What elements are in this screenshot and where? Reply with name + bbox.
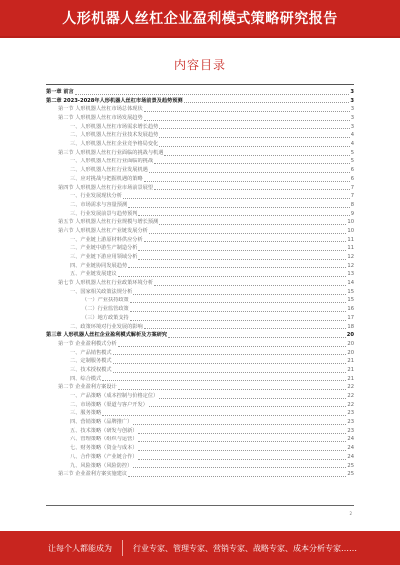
toc-entry-label: 第三章 人形机器人丝杠企业盈利模式解析及方案研究 <box>46 332 168 339</box>
toc-entry[interactable] <box>46 383 354 392</box>
toc-leader-dots <box>138 440 346 442</box>
toc-entry-label: 第二节 企业盈利方案设计 <box>58 384 117 391</box>
toc-entry[interactable] <box>46 462 354 471</box>
toc-leader-dots <box>159 397 346 399</box>
toc-leader-dots <box>128 266 346 268</box>
toc-entry-label: 四、综合模式 <box>70 375 102 382</box>
toc-entry-label: 二、产业链中游生产制造分析 <box>70 245 138 252</box>
toc-entry-label: 四、营销策略（品牌推广） <box>70 419 133 426</box>
toc-entry-page: 22 <box>347 401 354 408</box>
footer-slogan-right: 行业专家、管理专家、营销专家、战略专家、成本分析专家…… <box>133 543 357 553</box>
toc-entry-label: 八、合作策略（产业链合作） <box>70 453 138 460</box>
toc-entry-page: 6 <box>350 175 354 182</box>
toc-entry[interactable] <box>46 262 354 271</box>
toc-entry-page: 21 <box>347 375 354 382</box>
toc-entry-page: 22 <box>347 384 354 391</box>
toc-entry[interactable] <box>46 340 354 349</box>
toc-entry-page: 16 <box>347 306 354 313</box>
toc-leader-dots <box>102 379 346 381</box>
toc-bottom-rule <box>46 505 354 506</box>
toc-entry[interactable] <box>46 140 354 149</box>
toc-leader-dots <box>102 414 346 416</box>
toc-entry[interactable] <box>46 123 354 132</box>
toc-entry-page: 20 <box>347 340 354 347</box>
toc-entry-page: 15 <box>347 288 354 295</box>
toc-leader-dots <box>130 310 347 312</box>
toc-entry[interactable] <box>46 288 354 297</box>
toc-leader-dots <box>159 145 349 147</box>
toc-entry-label: 三、应对挑战与把握机遇的策略 <box>70 175 143 182</box>
report-title: 人形机器人丝杠企业盈利模式策略研究报告 <box>62 11 338 27</box>
toc-entry-page: 13 <box>347 271 354 278</box>
toc-entry[interactable] <box>46 88 354 97</box>
toc-entry-page: 5 <box>350 149 354 156</box>
toc-leader-dots <box>118 345 347 347</box>
toc-entry-label: 一、人形机器人丝杠行业面临的挑战 <box>70 158 154 165</box>
toc-entry-label: 第一节 企业盈利模式分析 <box>58 340 117 347</box>
toc-entry-label: 三、人形机器人丝杠企业竞争格局变化 <box>70 141 159 148</box>
toc-entry[interactable] <box>46 444 354 453</box>
toc-leader-dots <box>113 362 347 364</box>
toc-entry[interactable] <box>46 297 354 306</box>
toc-entry-page: 3 <box>350 106 354 113</box>
toc-entry-page: 24 <box>347 453 354 460</box>
toc-leader-dots <box>159 127 349 129</box>
toc-entry-label: 四、产业链协同发展趋势 <box>70 262 128 269</box>
toc-entry-label: 第一节 人形机器人丝杠市场总体现状 <box>58 106 143 113</box>
toc-entry[interactable] <box>46 331 354 340</box>
toc-entry[interactable] <box>46 349 354 358</box>
toc-leader-dots <box>149 232 347 234</box>
toc-leader-dots <box>138 458 346 460</box>
toc-entry[interactable] <box>46 166 354 175</box>
toc-leader-dots <box>138 432 346 434</box>
toc-entry-label: 第二章 2023-2028年人形机器人丝杠市场前景及趋势预测 <box>46 97 183 104</box>
toc-entry-page: 3 <box>350 123 354 130</box>
toc-entry[interactable] <box>46 323 354 332</box>
toc-entry-page: 12 <box>347 262 354 269</box>
toc-entry-label: 二、人形机器人丝杠行业技术发展趋势 <box>70 132 159 139</box>
toc-entry-page: 9 <box>350 210 354 217</box>
toc-entry-page: 22 <box>347 393 354 400</box>
toc-entry-page: 8 <box>350 201 354 208</box>
toc-entry[interactable] <box>46 97 354 106</box>
toc-leader-dots <box>159 136 349 138</box>
toc-entry[interactable] <box>46 184 354 193</box>
toc-leader-dots <box>144 240 347 242</box>
toc-leader-dots <box>128 206 350 208</box>
toc-entry-page: 5 <box>350 158 354 165</box>
toc-entry-page: 21 <box>347 358 354 365</box>
footer-bar <box>0 531 400 565</box>
toc-entry-page: 25 <box>347 462 354 469</box>
toc-entry-label: 五、技术策略（研发与创新） <box>70 427 138 434</box>
toc-entry[interactable] <box>46 375 354 384</box>
toc-entry-label: （一）产业扶持政策 <box>82 297 129 304</box>
toc-entry-label: 七、财务策略（资金与成本） <box>70 445 138 452</box>
toc-entry-page: 12 <box>347 254 354 261</box>
toc-entry[interactable] <box>46 227 354 236</box>
toc-leader-dots <box>149 405 347 407</box>
toc-leader-dots <box>154 188 350 190</box>
toc-entry[interactable] <box>46 427 354 436</box>
toc-entry[interactable] <box>46 305 354 314</box>
toc-entry-label: （二）行业监管政策 <box>82 306 129 313</box>
toc-leader-dots <box>149 171 350 173</box>
toc-entry[interactable] <box>46 244 354 253</box>
toc-entry-page: 24 <box>347 445 354 452</box>
toc-entry-page: 4 <box>350 141 354 148</box>
toc-entry[interactable] <box>46 175 354 184</box>
toc-leader-dots <box>75 93 350 95</box>
toc-entry-label: （三）地方政策支持 <box>82 314 129 321</box>
toc-leader-dots <box>133 423 346 425</box>
toc-entry[interactable] <box>46 253 354 262</box>
toc-entry-label: 二、定制服务模式 <box>70 358 112 365</box>
toc-entry-label: 五、产业链发展建议 <box>70 271 117 278</box>
toc-entry-page: 11 <box>347 236 354 243</box>
toc-entry[interactable] <box>46 158 354 167</box>
toc-entry-page: 3 <box>350 88 354 95</box>
toc-leader-dots <box>118 275 347 277</box>
toc-entry[interactable] <box>46 131 354 140</box>
toc-leader-dots <box>113 371 347 373</box>
toc-entry-label: 六、管理策略（组织与运营） <box>70 436 138 443</box>
toc-entry[interactable] <box>46 418 354 427</box>
toc-leader-dots <box>144 327 347 329</box>
toc-entry-page: 25 <box>347 471 354 478</box>
toc-entry[interactable] <box>46 114 354 123</box>
toc-entry-page: 6 <box>350 167 354 174</box>
toc-entry-label: 第二节 人形机器人丝杠市场发展趋势 <box>58 115 143 122</box>
toc-leader-dots <box>128 475 346 477</box>
toc-entry-label: 一、产品策略（成本控制与价格定位） <box>70 393 159 400</box>
toc-entry-label: 第六节 人形机器人丝杠产业链发展分析 <box>58 227 148 234</box>
toc-entry-label: 二、市场策略（渠道与客户开发） <box>70 401 148 408</box>
toc-entry-page: 20 <box>346 332 354 339</box>
toc-leader-dots <box>159 223 346 225</box>
toc-entry[interactable] <box>46 236 354 245</box>
toc-leader-dots <box>130 301 347 303</box>
toc-entry[interactable] <box>46 409 354 418</box>
toc-leader-dots <box>123 197 350 199</box>
toc-entry-label: 三、产业链下游应用领域分析 <box>70 254 138 261</box>
report-header-bar <box>0 0 400 38</box>
toc-leader-dots <box>138 214 349 216</box>
table-of-contents <box>46 88 354 479</box>
toc-entry[interactable] <box>46 105 354 114</box>
toc-leader-dots <box>133 466 346 468</box>
toc-entry-page: 10 <box>347 227 354 234</box>
toc-entry-label: 二、政策环境对行业发展的影响 <box>70 323 143 330</box>
toc-entry[interactable] <box>46 192 354 201</box>
toc-leader-dots <box>154 162 350 164</box>
toc-entry-page: 14 <box>347 280 354 287</box>
toc-entry-label: 九、风险策略（风险防控） <box>70 462 133 469</box>
toc-leader-dots <box>138 249 346 251</box>
toc-entry[interactable] <box>46 218 354 227</box>
toc-entry[interactable] <box>46 366 354 375</box>
toc-entry-label: 第三节 人形机器人丝杠行业面临的挑战与机遇 <box>58 149 164 156</box>
toc-leader-dots <box>138 449 346 451</box>
toc-entry-page: 7 <box>350 184 354 191</box>
toc-entry[interactable] <box>46 279 354 288</box>
toc-entry-label: 第七节 人形机器人丝杠行业政策环境分析 <box>58 280 154 287</box>
toc-entry-page: 23 <box>347 427 354 434</box>
toc-entry-page: 7 <box>350 193 354 200</box>
toc-entry-label: 一、国家相关政策法规分析 <box>70 288 133 295</box>
toc-entry-page: 21 <box>347 366 354 373</box>
toc-entry-label: 一、人形机器人丝杠市场需求增长趋势 <box>70 123 159 130</box>
toc-entry-page: 10 <box>347 219 354 226</box>
toc-entry-page: 17 <box>347 314 354 321</box>
toc-entry[interactable] <box>46 357 354 366</box>
toc-entry-page: 3 <box>350 115 354 122</box>
toc-entry-page: 15 <box>347 297 354 304</box>
toc-leader-dots <box>138 258 346 260</box>
toc-entry[interactable] <box>46 210 354 219</box>
toc-leader-dots <box>184 101 350 103</box>
toc-entry[interactable] <box>46 314 354 323</box>
toc-entry-label: 一、行业发展现状分析 <box>70 193 122 200</box>
toc-leader-dots <box>144 119 350 121</box>
toc-leader-dots <box>144 110 350 112</box>
footer-separator <box>122 540 123 556</box>
toc-entry-page: 11 <box>347 245 354 252</box>
toc-entry-label: 三、服务策略 <box>70 410 102 417</box>
toc-entry-label: 一、产业链上游原材料供应分析 <box>70 236 143 243</box>
toc-entry-page: 23 <box>347 419 354 426</box>
toc-divider <box>46 84 354 85</box>
footer-slogan-left: 让每个人都能成为 <box>48 543 112 553</box>
toc-leader-dots <box>168 336 346 338</box>
toc-heading: 内容目录 <box>173 58 226 72</box>
toc-entry-label: 一、产品销售模式 <box>70 349 112 356</box>
toc-leader-dots <box>133 293 346 295</box>
toc-leader-dots <box>144 180 350 182</box>
toc-leader-dots <box>154 284 346 286</box>
toc-entry[interactable] <box>46 453 354 462</box>
toc-entry[interactable] <box>46 149 354 158</box>
toc-entry-label: 二、市场需求与容量预测 <box>70 201 128 208</box>
toc-entry[interactable] <box>46 401 354 410</box>
toc-entry-page: 20 <box>347 349 354 356</box>
toc-leader-dots <box>118 388 347 390</box>
toc-entry-page: 3 <box>350 97 354 104</box>
toc-entry-page: 18 <box>347 323 354 330</box>
toc-entry-label: 第五节 人形机器人丝杠行业规模与增长预测 <box>58 219 159 226</box>
toc-entry-page: 24 <box>347 436 354 443</box>
toc-entry[interactable] <box>46 270 354 279</box>
toc-leader-dots <box>113 353 347 355</box>
toc-entry[interactable] <box>46 436 354 445</box>
toc-entry[interactable] <box>46 470 354 479</box>
toc-leader-dots <box>164 154 349 156</box>
toc-leader-dots <box>130 319 347 321</box>
toc-entry-label: 三、技术授权模式 <box>70 366 112 373</box>
toc-entry[interactable] <box>46 201 354 210</box>
toc-entry-label: 二、人形机器人丝杠行业发展机遇 <box>70 167 148 174</box>
toc-entry-page: 23 <box>347 410 354 417</box>
toc-entry-label: 第一章 前言 <box>46 88 74 95</box>
toc-entry-label: 第三节 企业盈利方案实施建议 <box>58 471 128 478</box>
toc-entry-page: 4 <box>350 132 354 139</box>
toc-entry[interactable] <box>46 392 354 401</box>
page-number: 2 <box>349 511 352 516</box>
toc-entry-label: 第四节 人形机器人丝杠行业市场前景展望 <box>58 184 154 191</box>
toc-entry-label: 三、行业发展前景与趋势预判 <box>70 210 138 217</box>
